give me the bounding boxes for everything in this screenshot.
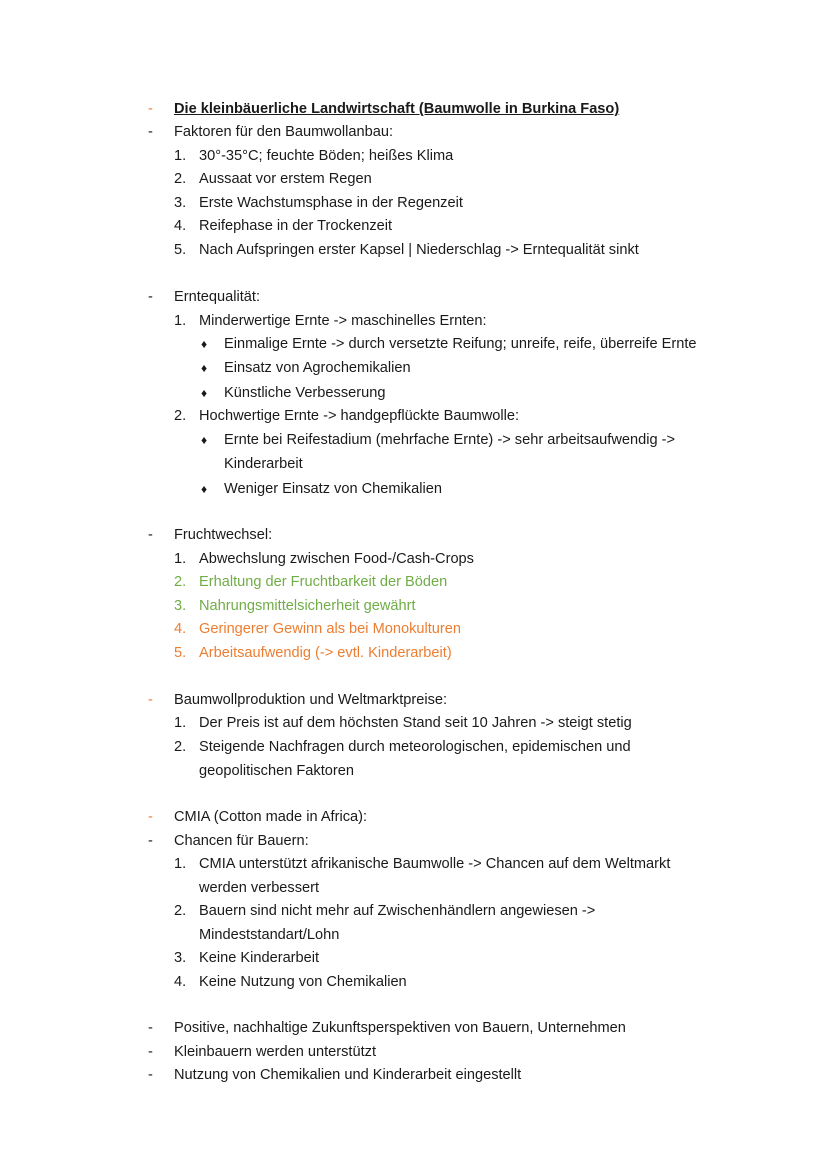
sub-list-item: Ernte bei Reifestadium (mehrfache Ernte) -> sehr arbeitsaufwendig ->: [224, 432, 676, 448]
sub-list-item: Einmalige Ernte -> durch versetzte Reifung; unreife, reife, überreife Ernte: [224, 336, 697, 352]
sub-list-item-continued: Kinderarbeit: [224, 456, 303, 472]
dash-bullet-icon: -: [148, 1020, 153, 1036]
list-number: 2.: [174, 171, 187, 187]
diamond-bullet-icon: ♦: [201, 482, 208, 496]
section-heading-preise: Baumwollproduktion und Weltmarktpreise:: [174, 692, 448, 708]
list-number: 4.: [174, 218, 187, 234]
list-item: 30°-35°C; feuchte Böden; heißes Klima: [199, 148, 454, 164]
diamond-bullet-icon: ♦: [201, 386, 208, 400]
diamond-bullet-icon: ♦: [201, 433, 208, 447]
list-item-advantage: Erhaltung der Fruchtbarkeit der Böden: [199, 574, 448, 590]
section-heading-ernte: Erntequalität:: [174, 289, 260, 305]
list-item-continued: geopolitischen Faktoren: [199, 763, 354, 779]
list-item-continued: werden verbessert: [199, 880, 320, 896]
dash-bullet-icon: -: [148, 1067, 153, 1083]
dash-bullet-icon: -: [148, 809, 153, 825]
list-number: 1.: [174, 715, 187, 731]
section-heading-faktoren: Faktoren für den Baumwollanbau:: [174, 124, 394, 140]
document-title: Die kleinbäuerliche Landwirtschaft (Baumwolle in Burkina Faso): [174, 101, 620, 117]
list-number: 1.: [174, 148, 187, 164]
list-number: 1.: [174, 856, 187, 872]
dash-bullet-icon: -: [148, 527, 153, 543]
sub-list-item: Weniger Einsatz von Chemikalien: [224, 481, 442, 497]
list-item-disadvantage: Geringerer Gewinn als bei Monokulturen: [199, 621, 462, 637]
list-item: Minderwertige Ernte -> maschinelles Ernten:: [199, 313, 487, 329]
dash-bullet-icon: -: [148, 833, 153, 849]
summary-item: Nutzung von Chemikalien und Kinderarbeit eingestellt: [174, 1067, 522, 1083]
summary-item: Positive, nachhaltige Zukunftsperspektiven von Bauern, Unternehmen: [174, 1020, 626, 1036]
list-number: 3.: [174, 950, 187, 966]
dash-bullet-icon: -: [148, 1044, 153, 1060]
list-number: 2.: [174, 739, 187, 755]
list-item: Erste Wachstumsphase in der Regenzeit: [199, 195, 463, 211]
list-item-continued: Mindeststandart/Lohn: [199, 927, 340, 943]
list-item: Nach Aufspringen erster Kapsel | Niederschlag -> Erntequalität sinkt: [199, 242, 639, 258]
sub-list-item: Einsatz von Agrochemikalien: [224, 360, 411, 376]
list-number: 3.: [174, 195, 187, 211]
list-number: 2.: [174, 903, 187, 919]
list-item: Hochwertige Ernte -> handgepflückte Baumwolle:: [199, 408, 520, 424]
dash-bullet-icon: -: [148, 101, 153, 117]
summary-item: Kleinbauern werden unterstützt: [174, 1044, 377, 1060]
list-item: Keine Nutzung von Chemikalien: [199, 974, 407, 990]
list-number: 3.: [174, 598, 187, 614]
list-item-disadvantage: Arbeitsaufwendig (-> evtl. Kinderarbeit): [199, 645, 452, 661]
diamond-bullet-icon: ♦: [201, 337, 208, 351]
sub-list-item: Künstliche Verbesserung: [224, 385, 386, 401]
diamond-bullet-icon: ♦: [201, 361, 208, 375]
list-number: 5.: [174, 242, 187, 258]
section-heading-frucht: Fruchtwechsel:: [174, 527, 273, 543]
list-item: Abwechslung zwischen Food-/Cash-Crops: [199, 551, 474, 567]
list-item: Reifephase in der Trockenzeit: [199, 218, 393, 234]
list-number: 5.: [174, 645, 187, 661]
list-item: Keine Kinderarbeit: [199, 950, 320, 966]
list-number: 4.: [174, 974, 187, 990]
list-number: 4.: [174, 621, 187, 637]
list-item: Bauern sind nicht mehr auf Zwischenhändlern angewiesen ->: [199, 903, 596, 919]
section-heading-chancen: Chancen für Bauern:: [174, 833, 309, 849]
list-item: Steigende Nachfragen durch meteorologischen, epidemischen und: [199, 739, 631, 755]
list-item: Der Preis ist auf dem höchsten Stand seit 10 Jahren -> steigt stetig: [199, 715, 632, 731]
list-item-advantage: Nahrungsmittelsicherheit gewährt: [199, 598, 416, 614]
list-number: 1.: [174, 551, 187, 567]
list-number: 1.: [174, 313, 187, 329]
list-number: 2.: [174, 408, 187, 424]
dash-bullet-icon: -: [148, 124, 153, 140]
dash-bullet-icon: -: [148, 289, 153, 305]
section-heading-cmia: CMIA (Cotton made in Africa):: [174, 809, 368, 825]
dash-bullet-icon: -: [148, 692, 153, 708]
list-item: Aussaat vor erstem Regen: [199, 171, 372, 187]
list-number: 2.: [174, 574, 187, 590]
list-item: CMIA unterstützt afrikanische Baumwolle -> Chancen auf dem Weltmarkt: [199, 856, 671, 872]
